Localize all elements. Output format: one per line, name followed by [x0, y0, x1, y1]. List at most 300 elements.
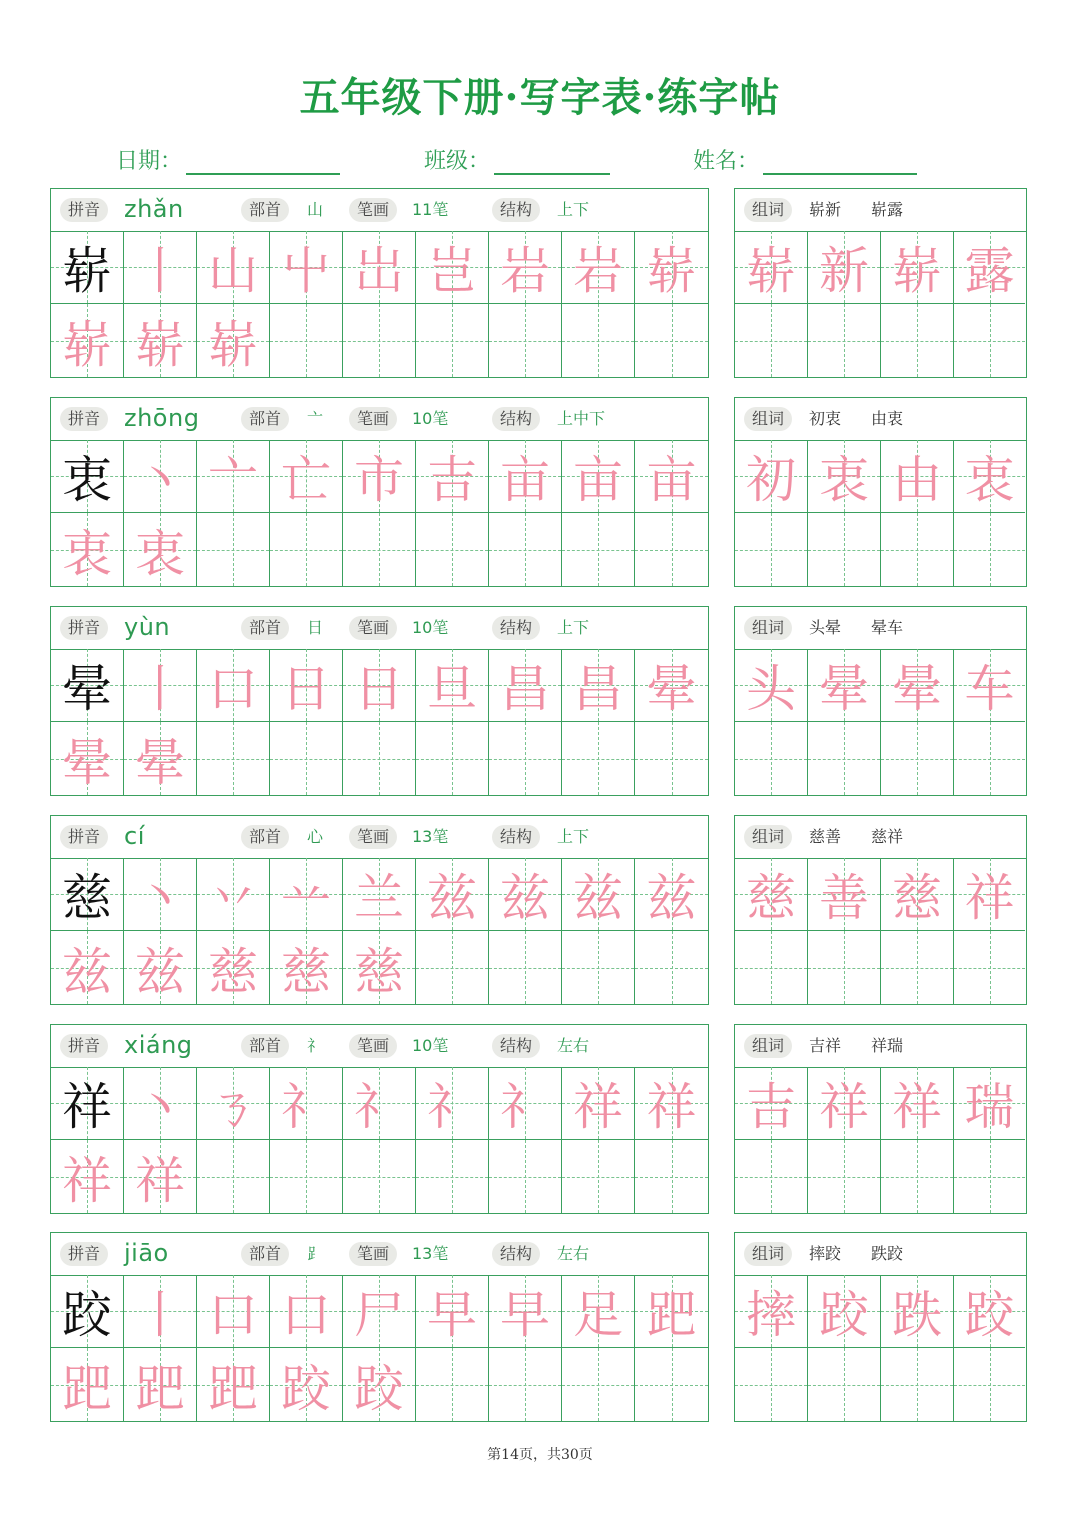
word-value: 晕车	[871, 618, 904, 637]
structure-value: 左右	[557, 1244, 590, 1263]
stroke-order-step: 兹	[500, 869, 550, 927]
structure-label: 结构	[492, 825, 540, 849]
practice-cell[interactable]	[124, 1140, 197, 1213]
practice-cell[interactable]	[51, 1140, 124, 1213]
model-character: 崭	[62, 242, 112, 300]
word-cell[interactable]	[881, 513, 954, 586]
practice-cell[interactable]	[51, 1348, 124, 1421]
word-character: 新	[819, 242, 869, 300]
practice-cell[interactable]	[635, 1348, 708, 1421]
practice-cell[interactable]	[270, 440, 343, 513]
word-cell[interactable]	[954, 440, 1025, 513]
practice-cell[interactable]	[416, 1348, 489, 1421]
stroke-order-step: ㄋ	[208, 1078, 258, 1136]
character-block	[50, 1232, 709, 1422]
practice-cell[interactable]	[489, 649, 562, 722]
stroke-order-step: 早	[427, 1286, 477, 1344]
practice-cell[interactable]	[489, 1348, 562, 1421]
practice-cell[interactable]	[562, 1275, 635, 1348]
stroke-order-step: 早	[500, 1286, 550, 1344]
practice-cell[interactable]	[416, 649, 489, 722]
practice-cell[interactable]	[270, 1067, 343, 1140]
stroke-order-step: 崭	[646, 242, 697, 300]
pinyin-label: 拼音	[60, 407, 108, 431]
stroke-order-step: 亩	[573, 451, 623, 509]
practice-cell[interactable]	[51, 931, 124, 1004]
model-character: 慈	[62, 869, 112, 927]
word-cell[interactable]	[808, 1067, 881, 1140]
word-character: 晕	[819, 660, 869, 718]
stroke-order-step: 兹	[427, 869, 477, 927]
word-value: 摔跤	[809, 1244, 842, 1263]
word-value: 吉祥	[809, 1036, 842, 1055]
stroke-order-step: 䒑	[281, 869, 331, 927]
practice-cell[interactable]	[562, 1067, 635, 1140]
word-cell[interactable]	[808, 231, 881, 304]
practice-cell[interactable]	[635, 649, 708, 722]
practice-cell[interactable]	[635, 722, 708, 795]
stroke-order-step: 丶	[135, 1078, 185, 1136]
practice-cell[interactable]	[343, 513, 416, 586]
practice-cell[interactable]	[343, 722, 416, 795]
word-cell[interactable]	[735, 649, 808, 722]
word-header	[735, 607, 1026, 650]
practice-cell[interactable]	[635, 858, 708, 931]
pinyin-label: 拼音	[60, 616, 108, 640]
word-character: 衷	[819, 451, 869, 509]
practice-cell[interactable]	[124, 304, 197, 377]
stroke-order-step: 礻	[500, 1078, 550, 1136]
date-blank[interactable]	[186, 147, 340, 175]
word-cell[interactable]	[881, 304, 954, 377]
word-character: 慈	[892, 869, 942, 927]
word-cell[interactable]	[954, 722, 1025, 795]
class-blank[interactable]	[494, 147, 610, 175]
word-character: 车	[964, 660, 1015, 718]
practice-cell[interactable]	[635, 304, 708, 377]
practice-cell[interactable]	[416, 1275, 489, 1348]
practice-cell[interactable]	[562, 1140, 635, 1213]
stroke-order-step: 祥	[573, 1078, 623, 1136]
stroke-order-step: 崭	[208, 315, 258, 374]
word-value: 慈祥	[871, 827, 904, 846]
practice-cell[interactable]	[124, 649, 197, 722]
stroke-order-step: 丷	[208, 869, 258, 927]
practice-cell[interactable]	[489, 1275, 562, 1348]
practice-cell[interactable]	[343, 649, 416, 722]
word-block	[734, 397, 1027, 587]
character-info-header	[51, 1025, 708, 1068]
word-value: 慈善	[809, 827, 842, 846]
radical-value: 心	[307, 827, 324, 846]
stroke-order-step: 亩	[500, 451, 550, 509]
stroke-order-step: 跁	[62, 1359, 112, 1418]
practice-cell[interactable]	[197, 1140, 270, 1213]
word-cell[interactable]	[735, 231, 808, 304]
word-cell[interactable]	[881, 649, 954, 722]
character-info-header	[51, 189, 708, 232]
word-cell[interactable]	[735, 440, 808, 513]
pinyin-value: zhōng	[124, 404, 200, 432]
word-cell[interactable]	[808, 440, 881, 513]
stroke-order-step: 兹	[646, 869, 697, 927]
character-block	[50, 815, 709, 1005]
stroke-order-step: 岩	[500, 242, 550, 300]
practice-cell[interactable]	[343, 231, 416, 304]
practice-cell[interactable]	[270, 722, 343, 795]
practice-cell[interactable]	[489, 513, 562, 586]
word-cell[interactable]	[881, 858, 954, 931]
word-character: 初	[746, 451, 796, 509]
practice-cell[interactable]	[562, 1348, 635, 1421]
stroke-order-step: 丶	[135, 451, 185, 509]
word-cell[interactable]	[808, 1348, 881, 1421]
practice-cell[interactable]	[197, 231, 270, 304]
practice-cell[interactable]	[562, 231, 635, 304]
name-blank[interactable]	[763, 147, 917, 175]
word-cell[interactable]	[954, 858, 1025, 931]
practice-cell[interactable]	[270, 304, 343, 377]
practice-cell[interactable]	[124, 231, 197, 304]
words-label: 组词	[744, 407, 792, 431]
practice-cell[interactable]	[489, 304, 562, 377]
stroke-order-step: 祥	[62, 1151, 112, 1210]
radical-label: 部首	[241, 1242, 289, 1266]
practice-cell[interactable]	[489, 931, 562, 1004]
word-character: 跌	[892, 1286, 942, 1344]
practice-cell[interactable]	[270, 858, 343, 931]
practice-cell[interactable]	[343, 858, 416, 931]
word-block	[734, 815, 1027, 1005]
structure-label: 结构	[492, 407, 540, 431]
strokes-label: 笔画	[349, 1034, 397, 1058]
word-character: 瑞	[964, 1078, 1015, 1136]
practice-cell[interactable]	[416, 304, 489, 377]
stroke-order-step: 祥	[646, 1078, 697, 1136]
words-label: 组词	[744, 198, 792, 222]
practice-cell[interactable]	[562, 304, 635, 377]
practice-cell[interactable]	[51, 722, 124, 795]
practice-cell[interactable]	[197, 931, 270, 1004]
word-cell[interactable]	[808, 304, 881, 377]
strokes-label: 笔画	[349, 198, 397, 222]
stroke-order-step: 市	[354, 451, 404, 509]
word-cell[interactable]	[881, 931, 954, 1004]
strokes-value: 13笔	[412, 827, 449, 846]
word-cell[interactable]	[735, 1067, 808, 1140]
practice-cell[interactable]	[343, 1348, 416, 1421]
radical-label: 部首	[241, 407, 289, 431]
stroke-order-step: 兰	[354, 869, 404, 927]
word-cell[interactable]	[735, 858, 808, 931]
word-cell[interactable]	[881, 722, 954, 795]
words-label: 组词	[744, 616, 792, 640]
word-cell[interactable]	[881, 1348, 954, 1421]
practice-cell[interactable]	[270, 1348, 343, 1421]
strokes-value: 13笔	[412, 1244, 449, 1263]
structure-label: 结构	[492, 616, 540, 640]
practice-cell[interactable]	[343, 1067, 416, 1140]
stroke-order-step: 屮	[281, 242, 331, 300]
word-cell[interactable]	[881, 1067, 954, 1140]
stroke-order-step: 兹	[62, 942, 112, 1001]
word-cell[interactable]	[954, 1275, 1025, 1348]
word-cell[interactable]	[808, 722, 881, 795]
stroke-order-step: 晕	[646, 660, 697, 718]
page-title: 五年级下册·写字表·练字帖	[299, 74, 781, 121]
practice-cell[interactable]	[124, 931, 197, 1004]
practice-cell[interactable]	[197, 304, 270, 377]
structure-value: 左右	[557, 1036, 590, 1055]
practice-cell[interactable]	[635, 440, 708, 513]
practice-cell[interactable]	[416, 231, 489, 304]
practice-cell[interactable]	[562, 858, 635, 931]
strokes-label: 笔画	[349, 825, 397, 849]
radical-value: 山	[307, 200, 324, 219]
stroke-order-step: 衷	[135, 524, 185, 583]
practice-cell[interactable]	[51, 231, 124, 304]
practice-cell[interactable]	[416, 722, 489, 795]
name-label: 姓名：	[693, 149, 760, 174]
character-info-header	[51, 1233, 708, 1276]
practice-cell[interactable]	[635, 513, 708, 586]
stroke-order-step: 慈	[354, 942, 404, 1001]
practice-cell[interactable]	[270, 231, 343, 304]
word-character: 衷	[964, 451, 1015, 509]
strokes-value: 11笔	[412, 200, 449, 219]
character-info-header	[51, 607, 708, 650]
structure-label: 结构	[492, 198, 540, 222]
practice-cell[interactable]	[343, 440, 416, 513]
radical-label: 部首	[241, 616, 289, 640]
stroke-order-step: 岂	[427, 242, 477, 300]
word-character: 吉	[746, 1078, 796, 1136]
word-header	[735, 1025, 1026, 1068]
radical-label: 部首	[241, 825, 289, 849]
character-block	[50, 397, 709, 587]
practice-cell[interactable]	[343, 1140, 416, 1213]
stroke-order-step: 尸	[354, 1286, 404, 1344]
word-cell[interactable]	[954, 513, 1025, 586]
word-value: 跌跤	[871, 1244, 904, 1263]
stroke-order-step: 跤	[354, 1359, 404, 1418]
stroke-order-step: 亠	[208, 451, 258, 509]
word-cell[interactable]	[735, 513, 808, 586]
word-value: 头晕	[809, 618, 842, 637]
practice-cell[interactable]	[489, 1140, 562, 1213]
stroke-order-step: 礻	[354, 1078, 404, 1136]
word-cell[interactable]	[735, 1140, 808, 1213]
word-cell[interactable]	[954, 1348, 1025, 1421]
practice-cell[interactable]	[124, 440, 197, 513]
practice-cell[interactable]	[197, 513, 270, 586]
practice-cell[interactable]	[416, 1140, 489, 1213]
word-cell[interactable]	[808, 1140, 881, 1213]
stroke-order-step: 岩	[573, 242, 623, 300]
stroke-order-step: 山	[208, 242, 258, 300]
practice-cell[interactable]	[635, 1275, 708, 1348]
character-block	[50, 188, 709, 378]
practice-cell[interactable]	[489, 231, 562, 304]
stroke-order-step: 晕	[62, 733, 112, 792]
radical-label: 部首	[241, 1034, 289, 1058]
practice-cell[interactable]	[489, 858, 562, 931]
practice-cell[interactable]	[489, 440, 562, 513]
word-character: 由	[892, 451, 942, 509]
strokes-label: 笔画	[349, 407, 397, 431]
practice-cell[interactable]	[124, 722, 197, 795]
practice-cell[interactable]	[562, 931, 635, 1004]
stroke-order-step: 兹	[573, 869, 623, 927]
practice-cell[interactable]	[51, 858, 124, 931]
practice-cell[interactable]	[635, 231, 708, 304]
word-cell[interactable]	[808, 858, 881, 931]
date-field	[116, 144, 340, 175]
word-character: 跤	[964, 1286, 1015, 1344]
word-character: 崭	[746, 242, 796, 300]
word-cell[interactable]	[881, 231, 954, 304]
practice-cell[interactable]	[416, 513, 489, 586]
practice-cell[interactable]	[270, 1275, 343, 1348]
word-cell[interactable]	[808, 931, 881, 1004]
stroke-order-step: 亡	[281, 451, 331, 509]
word-character: 慈	[746, 869, 796, 927]
stroke-order-step: 丨	[135, 660, 185, 718]
practice-cell[interactable]	[635, 931, 708, 1004]
practice-cell[interactable]	[124, 858, 197, 931]
structure-value: 上中下	[557, 409, 606, 428]
practice-cell[interactable]	[197, 1275, 270, 1348]
structure-label: 结构	[492, 1242, 540, 1266]
strokes-label: 笔画	[349, 1242, 397, 1266]
word-cell[interactable]	[954, 1067, 1025, 1140]
practice-cell[interactable]	[635, 1067, 708, 1140]
practice-cell[interactable]	[197, 1067, 270, 1140]
pinyin-label: 拼音	[60, 825, 108, 849]
practice-cell[interactable]	[51, 440, 124, 513]
practice-cell[interactable]	[197, 1348, 270, 1421]
word-cell[interactable]	[735, 931, 808, 1004]
words-label: 组词	[744, 825, 792, 849]
practice-cell[interactable]	[51, 1067, 124, 1140]
practice-cell[interactable]	[51, 649, 124, 722]
practice-cell[interactable]	[197, 722, 270, 795]
pinyin-value: zhǎn	[124, 195, 184, 223]
word-cell[interactable]	[808, 649, 881, 722]
word-cell[interactable]	[881, 440, 954, 513]
word-character: 头	[746, 660, 796, 718]
practice-cell[interactable]	[197, 440, 270, 513]
practice-cell[interactable]	[270, 649, 343, 722]
word-cell[interactable]	[735, 722, 808, 795]
radical-label: 部首	[241, 198, 289, 222]
stroke-order-step: 丨	[135, 1286, 185, 1344]
word-cell[interactable]	[808, 513, 881, 586]
word-value: 祥瑞	[871, 1036, 904, 1055]
practice-cell[interactable]	[197, 858, 270, 931]
strokes-label: 笔画	[349, 616, 397, 640]
stroke-order-step: 口	[281, 1286, 331, 1344]
word-character: 露	[964, 242, 1015, 300]
stroke-order-step: 跁	[646, 1286, 697, 1344]
character-info-header	[51, 816, 708, 859]
word-block	[734, 606, 1027, 796]
word-cell[interactable]	[954, 304, 1025, 377]
word-cell[interactable]	[735, 1275, 808, 1348]
stroke-order-step: 岀	[354, 242, 404, 300]
word-cell[interactable]	[881, 1275, 954, 1348]
practice-cell[interactable]	[635, 1140, 708, 1213]
practice-cell[interactable]	[489, 1067, 562, 1140]
word-cell[interactable]	[954, 1140, 1025, 1213]
practice-cell[interactable]	[124, 1067, 197, 1140]
practice-cell[interactable]	[124, 513, 197, 586]
practice-cell[interactable]	[562, 440, 635, 513]
practice-cell[interactable]	[270, 931, 343, 1004]
practice-cell[interactable]	[51, 513, 124, 586]
word-character: 祥	[964, 869, 1015, 927]
stroke-order-step: 跁	[135, 1359, 185, 1418]
stroke-order-step: 兹	[135, 942, 185, 1001]
pinyin-value: xiáng	[124, 1031, 193, 1059]
stroke-order-step: 崭	[135, 315, 185, 374]
practice-cell[interactable]	[51, 1275, 124, 1348]
model-character: 祥	[62, 1078, 112, 1136]
pinyin-label: 拼音	[60, 198, 108, 222]
practice-cell[interactable]	[562, 513, 635, 586]
practice-cell[interactable]	[270, 1140, 343, 1213]
practice-cell[interactable]	[51, 304, 124, 377]
practice-cell[interactable]	[416, 931, 489, 1004]
word-cell[interactable]	[735, 1348, 808, 1421]
word-cell[interactable]	[954, 231, 1025, 304]
practice-cell[interactable]	[343, 931, 416, 1004]
practice-cell[interactable]	[124, 1275, 197, 1348]
model-character: 晕	[62, 660, 112, 718]
word-block	[734, 1024, 1027, 1214]
name-field	[693, 144, 917, 175]
word-cell[interactable]	[808, 1275, 881, 1348]
word-character: 祥	[819, 1078, 869, 1136]
page-footer: 第14页，共30页	[487, 1447, 593, 1463]
character-info-header	[51, 398, 708, 441]
radical-value: 亠	[307, 409, 324, 428]
word-character: 跤	[819, 1286, 869, 1344]
practice-cell[interactable]	[197, 649, 270, 722]
word-cell[interactable]	[735, 304, 808, 377]
practice-cell[interactable]	[124, 1348, 197, 1421]
practice-cell[interactable]	[343, 304, 416, 377]
words-label: 组词	[744, 1242, 792, 1266]
pinyin-value: jiāo	[124, 1239, 169, 1267]
practice-cell[interactable]	[562, 722, 635, 795]
stroke-order-step: 丶	[135, 869, 185, 927]
practice-cell[interactable]	[416, 1067, 489, 1140]
practice-cell[interactable]	[416, 440, 489, 513]
practice-cell[interactable]	[416, 858, 489, 931]
word-cell[interactable]	[954, 931, 1025, 1004]
practice-cell[interactable]	[343, 1275, 416, 1348]
practice-cell[interactable]	[270, 513, 343, 586]
word-cell[interactable]	[881, 1140, 954, 1213]
word-value: 崭露	[871, 200, 904, 219]
word-cell[interactable]	[954, 649, 1025, 722]
word-value: 由衷	[871, 409, 904, 428]
practice-cell[interactable]	[562, 649, 635, 722]
practice-cell[interactable]	[489, 722, 562, 795]
stroke-order-step: 昌	[573, 660, 623, 718]
stroke-order-step: 崭	[62, 315, 112, 374]
